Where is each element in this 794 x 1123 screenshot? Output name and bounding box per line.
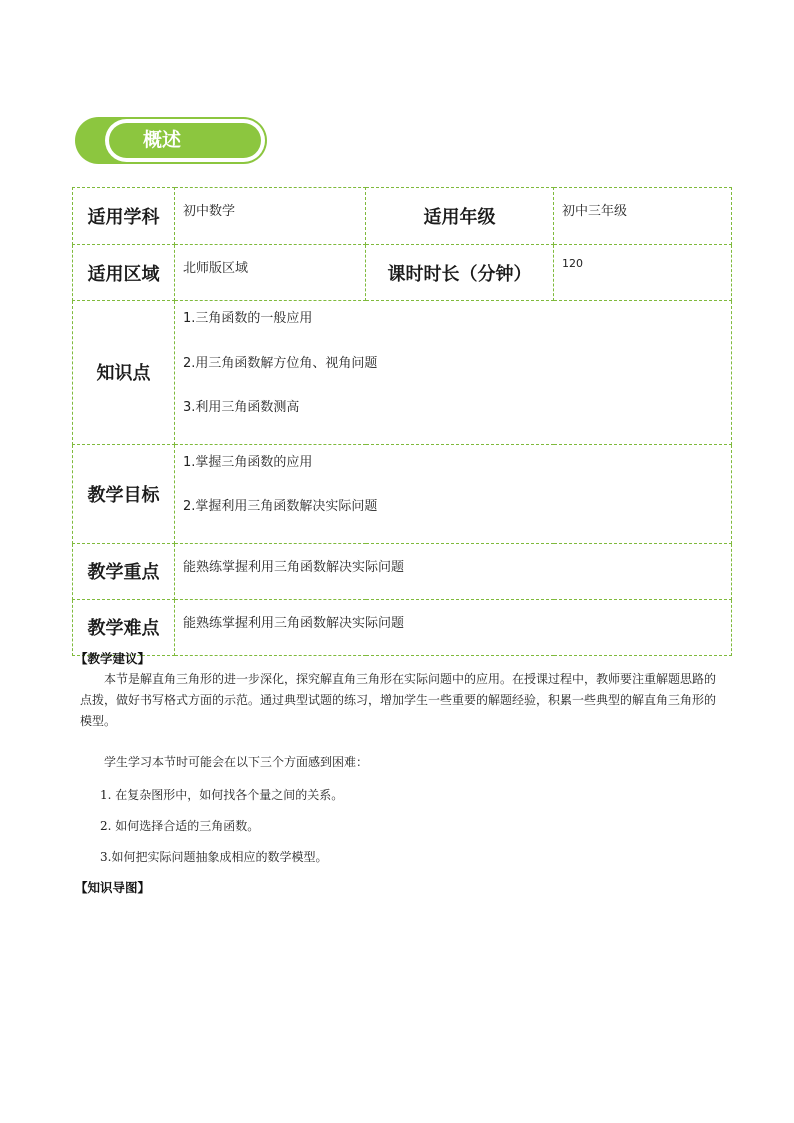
suggestions-paragraph: 本节是解直角三角形的进一步深化，探究解直角三角形在实际问题中的应用。在授课过程中，教师要注重解题思路的点拨，做好书写格式方面的示范。通过典型试题的练习，增加学生一些重要的解题经验，积累一些典型的解直角三角形的模型。 [80, 672, 717, 728]
suggestions-heading: 【教学建议】 [75, 651, 151, 666]
table-row [73, 444, 732, 543]
list-item: 1.掌握三角函数的应用 [183, 454, 313, 470]
grade-value: 初中三年级 [554, 188, 732, 245]
table-row [73, 301, 732, 445]
difficulties-intro: 学生学习本节时可能会在以下三个方面感到困难： [104, 755, 369, 769]
list-item: 2.掌握利用三角函数解决实际问题 [183, 499, 378, 514]
grade-label: 适用年级 [366, 188, 554, 245]
difficulty-point: 2. 如何选择合适的三角函数。 [100, 819, 260, 833]
banner-title: 概述 [109, 123, 261, 158]
difficulty-point: 1. 在复杂图形中，如何找各个量之间的关系。 [100, 788, 344, 802]
duration-label: 课时时长（分钟） [366, 245, 554, 301]
list-item: 1.三角函数的一般应用 [183, 311, 313, 326]
focus-label: 教学重点 [73, 543, 175, 599]
subject-label: 适用学科 [73, 188, 175, 245]
table-row [73, 245, 732, 301]
difficulty-value: 能熟练掌握利用三角函数解决实际问题 [175, 599, 732, 655]
section-banner [75, 117, 267, 164]
objective-list [175, 444, 732, 543]
table-row [73, 543, 732, 599]
duration-value: 120 [554, 245, 732, 301]
difficulty-label: 教学难点 [73, 599, 175, 655]
knowledge-label: 知识点 [73, 301, 175, 445]
list-item: 3.利用三角函数测高 [183, 400, 300, 415]
difficulty-point: 3.如何把实际问题抽象成相应的数学模型。 [100, 850, 328, 864]
knowledge-list [175, 301, 732, 445]
table-row [73, 188, 732, 245]
region-label: 适用区域 [73, 245, 175, 301]
mindmap-heading: 【知识导图】 [75, 880, 151, 895]
focus-value: 能熟练掌握利用三角函数解决实际问题 [175, 543, 732, 599]
region-value: 北师版区域 [175, 245, 366, 301]
course-info-table [72, 187, 732, 656]
table-row [73, 599, 732, 655]
list-item: 2.用三角函数解方位角、视角问题 [183, 355, 378, 371]
subject-value: 初中数学 [175, 188, 366, 245]
objective-label: 教学目标 [73, 444, 175, 543]
